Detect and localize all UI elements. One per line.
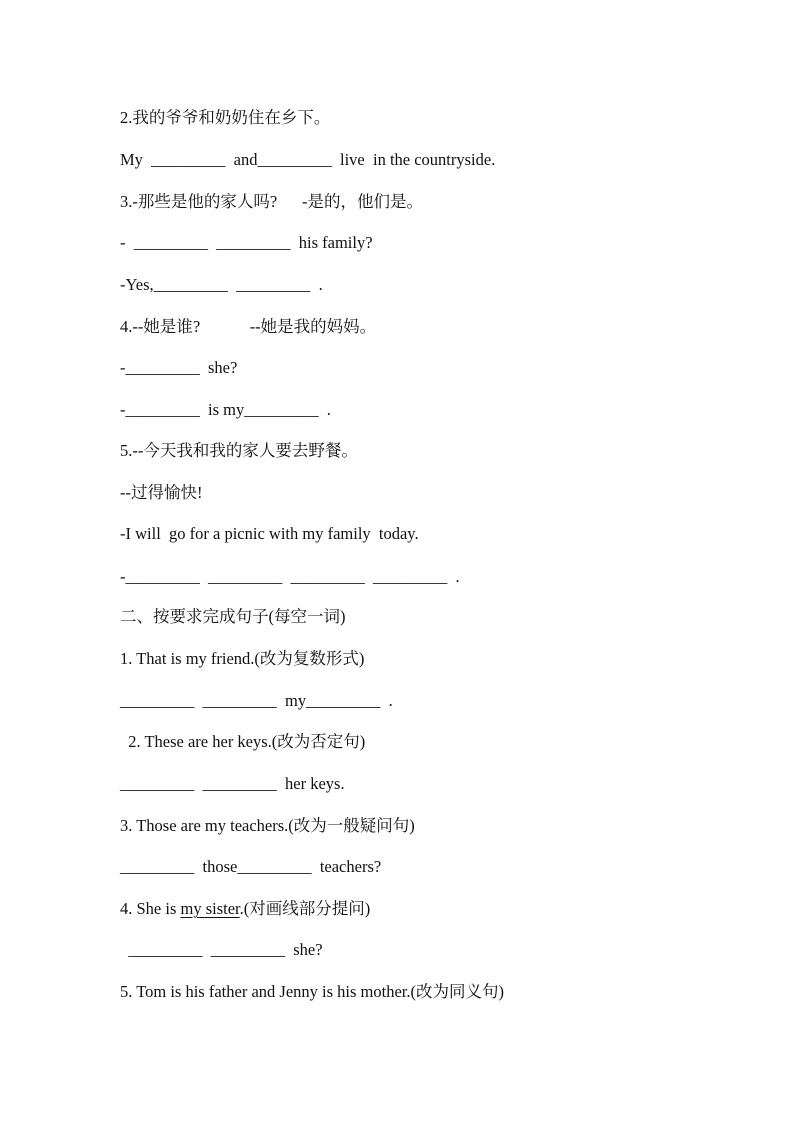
s2-q2-answer-blank: _________ _________ her keys.	[120, 774, 345, 793]
q4-chinese-prompt: 4.--她是谁? --她是我的妈妈。	[120, 317, 377, 336]
s2-q1-prompt: 1. That is my friend.(改为复数形式)	[120, 649, 365, 668]
s2-q1-answer-blank: _________ _________ my_________ .	[120, 691, 393, 710]
s2-q4-answer-blank: _________ _________ she?	[120, 940, 323, 959]
s2-q3-prompt: 3. Those are my teachers.(改为一般疑问句)	[120, 816, 415, 835]
s2-q3-answer-blank: _________ those_________ teachers?	[120, 857, 382, 876]
q4-answer-blank: -_________ is my_________ .	[120, 400, 331, 419]
s2-q2-prompt: 2. These are her keys.(改为否定句)	[120, 732, 366, 751]
q5-chinese-reply: --过得愉快!	[120, 483, 203, 502]
q3-chinese-prompt: 3.-那些是他的家人吗? -是的，他们是。	[120, 192, 423, 211]
q3-question-blank: - _________ _________ his family?	[120, 233, 373, 252]
s2-q4-prompt	[120, 898, 370, 920]
section-two-heading: 二、按要求完成句子(每空一词)	[120, 607, 346, 626]
q5-english-sentence: -I will go for a picnic with my family today.	[120, 524, 419, 543]
q5-chinese-prompt: 5.--今天我和我的家人要去野餐。	[120, 441, 358, 460]
s2-q4-prompt-start: 4. She is	[120, 899, 181, 918]
s2-q4-prompt-instruction: .(对画线部分提问)	[239, 899, 371, 918]
s2-q5-prompt: 5. Tom is his father and Jenny is his mother.(改为同义句)	[120, 982, 504, 1001]
q5-answer-blank: -_________ _________ _________ _________ .	[120, 567, 460, 586]
q2-fill-blank-sentence: My _________ and_________ live in the countryside.	[120, 150, 496, 169]
q2-chinese-prompt: 2.我的爷爷和奶奶住在乡下。	[120, 108, 331, 127]
q4-question-blank: -_________ she?	[120, 358, 238, 377]
s2-q4-underlined-phrase: my sister	[180, 899, 240, 918]
q3-answer-blank: -Yes,_________ _________ .	[120, 275, 323, 294]
